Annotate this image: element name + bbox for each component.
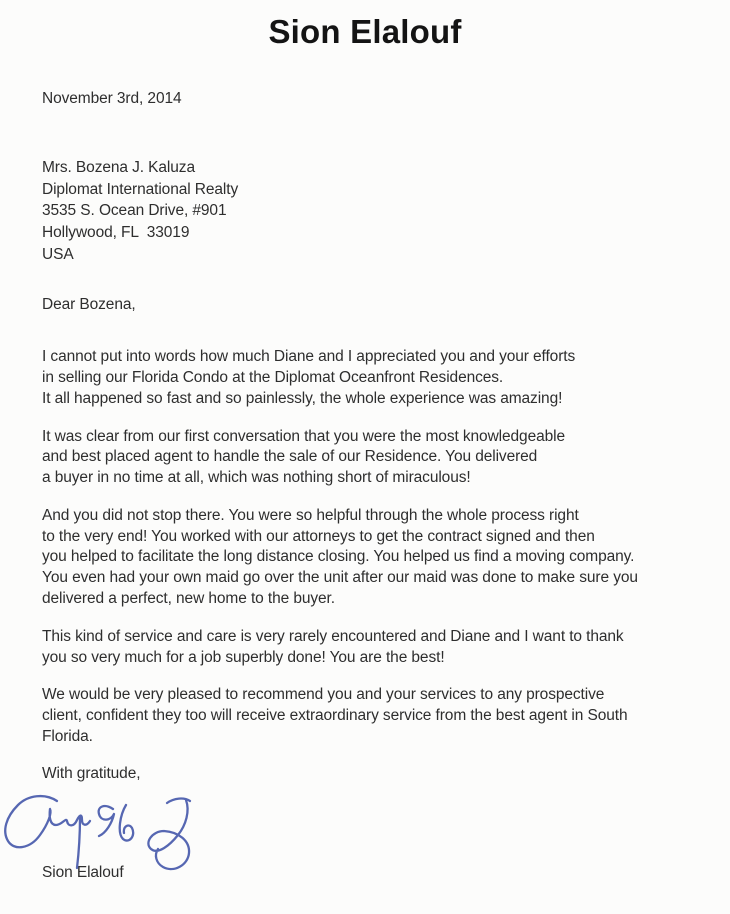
recipient-line: Hollywood, FL 33019	[42, 223, 190, 241]
letter-paragraph: And you did not stop there. You were so helpful through the whole process right to the very end! You worked with our attorneys to get the contract signed and then you helped to facilitate the long distance closing. You helped us find a moving company. You even had your own maid go over the unit after our maid was done to make sure you delivered a perfect, new home to the buyer.	[42, 506, 638, 608]
letter-body	[42, 347, 706, 748]
recipient-address	[42, 157, 706, 266]
letter-content	[42, 89, 706, 883]
letter-paragraph: We would be very pleased to recommend you and your services to any prospective client, confident they too will receive extraordinary service from the best agent in South Florida.	[42, 686, 628, 746]
salutation: Dear Bozena,	[42, 296, 136, 314]
recipient-line: 3535 S. Ocean Drive, #901	[42, 202, 227, 220]
letter-paragraph: I cannot put into words how much Diane and I appreciated you and your efforts in selling our Florida Condo at the Diplomat Oceanfront Residences. It all happened so fast and so painlessly, the whole experience was amazing!	[42, 348, 576, 407]
letter-paragraph: This kind of service and care is very rarely encountered and Diane and I want to thank you so very much for a job superbly done! You are the best!	[42, 627, 624, 666]
recipient-line: Mrs. Bozena J. Kaluza	[42, 158, 195, 176]
letterhead-title: Sion Elalouf	[268, 13, 462, 50]
letter-page	[0, 13, 730, 914]
recipient-line: USA	[42, 245, 74, 263]
letter-date: November 3rd, 2014	[42, 90, 182, 107]
signer-name: Sion Elalouf	[42, 863, 124, 881]
recipient-line: Diplomat International Realty	[42, 180, 239, 198]
closing: With gratitude,	[42, 764, 141, 782]
letter-paragraph: It was clear from our first conversation that you were the most knowledgeable and best placed agent to handle the sale of our Residence. You delivered a buyer in no time at all, which was nothing short of miraculous!	[42, 427, 565, 487]
